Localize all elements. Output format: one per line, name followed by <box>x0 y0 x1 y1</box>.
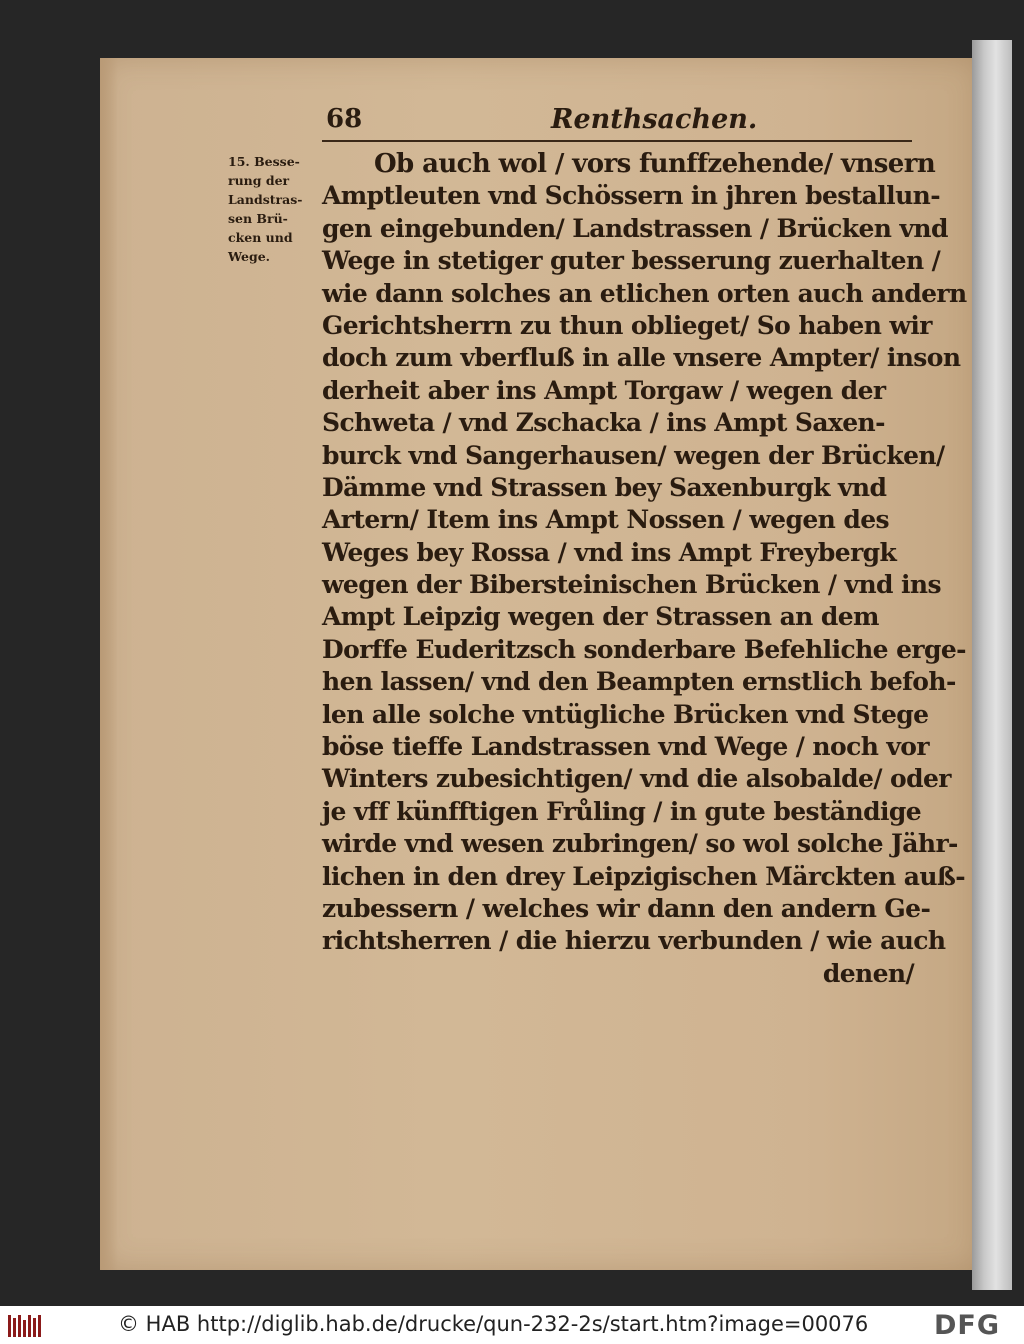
header-rule <box>322 140 912 142</box>
catchword: denen/ <box>822 958 914 988</box>
running-head: Renthsachen. <box>551 104 758 135</box>
text-line: burck vnd Sangerhausen/ wegen der Brücken/ <box>322 440 945 470</box>
next-page-edge <box>972 40 1012 1290</box>
margin-note-line: 15. Besse- <box>228 154 300 169</box>
text-line: Weges bey Rossa / vnd ins Ampt Freybergk <box>322 537 897 567</box>
text-line: Artern/ Item ins Ampt Nossen / wegen des <box>322 505 889 535</box>
text-line: je vff künfftigen Frůling / in gute beständige <box>322 796 922 826</box>
margin-note-line: rung der <box>228 173 290 188</box>
margin-note-line: Landstras- <box>228 192 303 207</box>
text-line: richtsherren / die hierzu verbunden / wie auch <box>322 926 946 956</box>
text-line: len alle solche vntügliche Brücken vnd Stege <box>322 699 929 729</box>
footer-bar <box>0 1306 1024 1344</box>
text-line: wie dann solches an etlichen orten auch andern <box>322 278 967 308</box>
page-header <box>326 104 912 144</box>
text-line: derheit aber ins Ampt Torgaw / wegen der <box>322 375 886 405</box>
text-line: gen eingebunden/ Landstrassen / Brücken vnd <box>322 213 948 243</box>
text-line: Winters zubesichtigen/ vnd die alsobalde/ oder <box>322 764 951 794</box>
text-line: Gerichtsherrn zu thun oblieget/ So haben wir <box>322 310 932 340</box>
text-line: doch zum vberfluß in alle vnsere Ampter/ inson <box>322 343 961 373</box>
text-line: Wege in stetiger guter besserung zuerhalten / <box>322 246 941 276</box>
text-line: zubessern / welches wir dann den andern Ge- <box>322 893 931 923</box>
text-line: wegen der Bibersteinischen Brücken / vnd ins <box>322 570 941 600</box>
text-line: böse tieffe Landstrassen vnd Wege / noch vor <box>322 732 929 762</box>
text-line: lichen in den drey Leipzigischen Märckten auß- <box>322 861 966 891</box>
text-line: Dorffe Euderitzsch sonderbare Befehliche erge- <box>322 634 966 664</box>
text-line: wirde vnd wesen zubringen/ so wol solche Jähr- <box>322 829 958 859</box>
body-text <box>322 148 967 990</box>
dfg-logo: DFG <box>934 1310 1001 1341</box>
page-number: 68 <box>326 104 363 134</box>
margin-note-line: sen Brü- <box>228 211 288 226</box>
text-line: Ob auch wol / vors funffzehende/ vnsern <box>374 149 936 179</box>
show-through-ink <box>490 1090 500 1125</box>
margin-note-line: Wege. <box>228 249 271 264</box>
marginal-note <box>228 152 320 266</box>
text-line: Ampt Leipzig wegen der Strassen an dem <box>322 602 879 632</box>
source-link[interactable]: © HAB http://diglib.hab.de/drucke/qun-232-2s/start.htm?image=00076 <box>118 1312 869 1336</box>
margin-note-line: cken und <box>228 230 293 245</box>
text-line: hen lassen/ vnd den Beampten ernstlich befoh- <box>322 667 956 697</box>
text-line: Amptleuten vnd Schössern in jhren bestallun- <box>322 181 940 211</box>
hab-logo-icon <box>8 1315 42 1337</box>
text-line: Dämme vnd Strassen bey Saxenburgk vnd <box>322 472 887 502</box>
text-line: Schweta / vnd Zschacka / ins Ampt Saxen- <box>322 408 885 438</box>
page-edge-shadow <box>100 58 118 1270</box>
